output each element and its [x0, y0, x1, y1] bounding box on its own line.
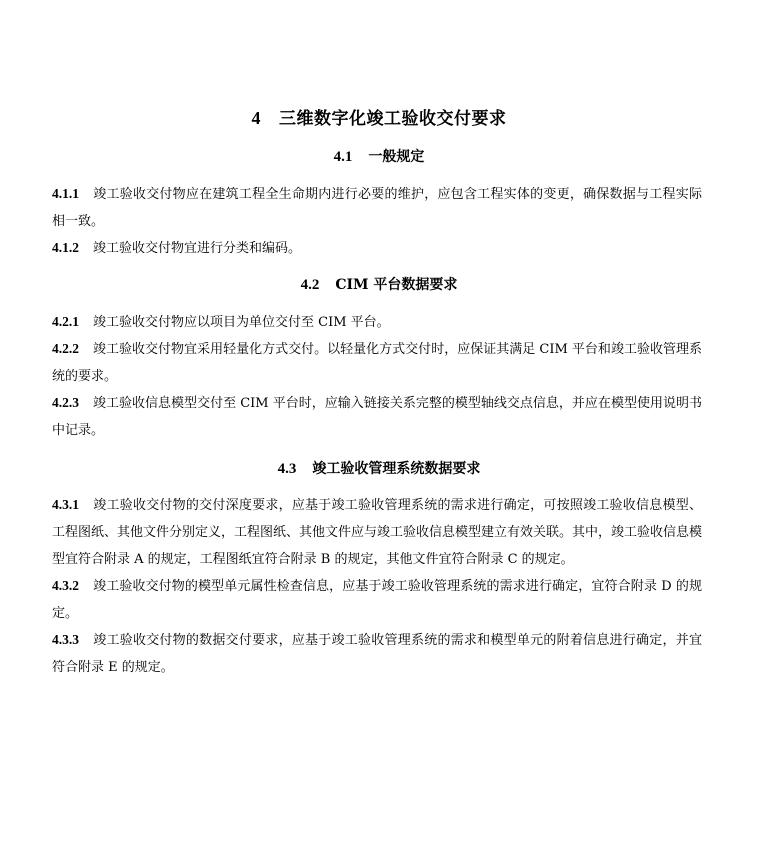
section-number: 4.3 — [277, 461, 297, 477]
clause-number: 4.1.1 — [52, 186, 79, 201]
section-heading-4-2 — [0, 274, 758, 294]
clause-number: 4.2.2 — [52, 341, 79, 356]
clause-text: 竣工验收交付物的模型单元属性检查信息，应基于竣工验收管理系统的需求进行确定，宜符合附录 D 的规定。 — [52, 579, 702, 621]
clause-text: 竣工验收交付物应在建筑工程全生命期内进行必要的维护，应包含工程实体的变更，确保数据与工程实际相一致。 — [52, 187, 702, 229]
clause-4-1-1 — [52, 180, 702, 235]
section-number: 4.1 — [333, 149, 353, 165]
clause-4-2-1 — [52, 308, 702, 336]
section-title: 竣工验收管理系统数据要求 — [312, 461, 481, 477]
clause-4-3-1 — [52, 491, 702, 573]
section-title: 一般规定 — [368, 149, 425, 165]
clause-text: 竣工验收交付物的数据交付要求，应基于竣工验收管理系统的需求和模型单元的附着信息进行确定，并宜符合附录 E 的规定。 — [52, 633, 702, 675]
chapter-heading — [0, 104, 758, 129]
clause-4-2-3 — [52, 389, 702, 444]
clause-number: 4.3.1 — [52, 497, 79, 512]
clause-number: 4.3.2 — [52, 578, 79, 593]
chapter-title: 三维数字化竣工验收交付要求 — [279, 109, 507, 129]
clause-text: 竣工验收交付物宜采用轻量化方式交付。以轻量化方式交付时，应保证其满足 CIM 平台和竣工验收管理系统的要求。 — [52, 342, 702, 384]
section-number: 4.2 — [300, 277, 320, 293]
chapter-number: 4 — [251, 108, 261, 128]
clause-text: 竣工验收交付物应以项目为单位交付至 CIM 平台。 — [93, 315, 390, 330]
clause-text: 竣工验收交付物宜进行分类和编码。 — [93, 241, 302, 256]
section-title: CIM 平台数据要求 — [335, 277, 458, 293]
clause-text: 竣工验收信息模型交付至 CIM 平台时，应输入链接关系完整的模型轴线交点信息，并应在模型使用说明书中记录。 — [52, 396, 702, 438]
clause-4-3-3 — [52, 626, 702, 681]
clause-number: 4.2.1 — [52, 314, 79, 329]
clause-number: 4.2.3 — [52, 395, 79, 410]
clause-number: 4.3.3 — [52, 632, 79, 647]
clause-4-2-2 — [52, 335, 702, 390]
section-heading-4-3 — [0, 458, 758, 478]
section-heading-4-1 — [0, 146, 758, 166]
clause-number: 4.1.2 — [52, 240, 79, 255]
clause-text: 竣工验收交付物的交付深度要求，应基于竣工验收管理系统的需求进行确定，可按照竣工验收信息模型、工程图纸、其他文件分别定义，工程图纸、其他文件应与竣工验收信息模型建立有效关联。其中，竣工验收信息模型宜符合附录 A 的规定，工程图纸宜符合附录 B 的规定，其他文件宜符合附录 C 的规定。 — [52, 498, 703, 567]
clause-4-3-2 — [52, 572, 702, 627]
clause-4-1-2 — [52, 234, 702, 262]
